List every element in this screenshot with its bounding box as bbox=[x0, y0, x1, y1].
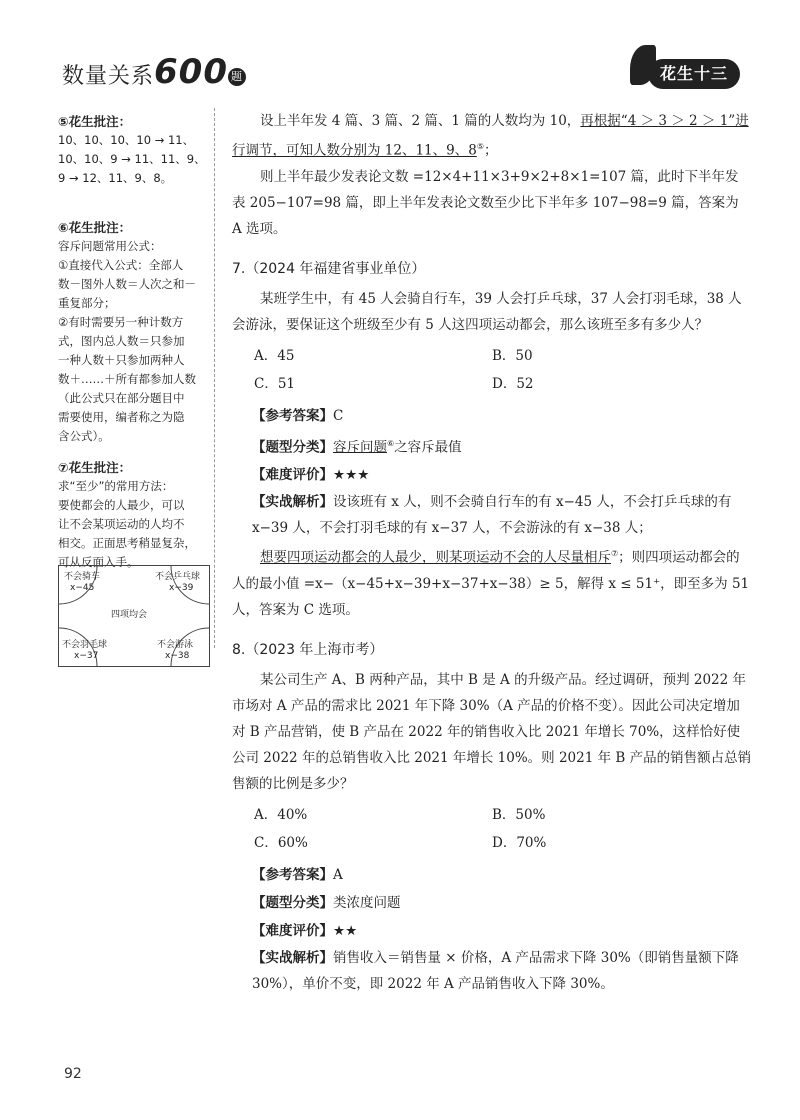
column-divider bbox=[214, 108, 215, 648]
q7-analysis-2: 想要四项运动都会的人最少，则某项运动不会的人尽量相斥⑦；则四项运动都会的人的最小值 =x−（x−45+x−39+x−37+x−38）≥ 5，解得 x ≤ 51⁺，即至多为 51 人，答案为 C 选项。 bbox=[232, 549, 750, 618]
note-6-line: 重复部分； bbox=[58, 296, 116, 310]
q7-analysis-1: 【实战解析】设该班有 x 人，则不会骑自行车的有 x−45 人，不会打乒乓球的有 x−39 人，不会打羽毛球的有 x−37 人，不会游泳的有 x−38 人； bbox=[252, 494, 732, 536]
q7-heading: 7.（2024 年福建省事业单位） bbox=[232, 260, 426, 277]
q6-paragraph-1: 设上半年发 4 篇、3 篇、2 篇、1 篇的人数均为 10，再根据“4 ＞ 3 ＞ 2 ＞ 1”进行调节，可知人数分别为 12、11、9、8⑤； bbox=[232, 113, 749, 159]
book-title-text: 数量关系 bbox=[62, 64, 155, 89]
note-7-line: 相交。正面思考稍显复杂， bbox=[58, 536, 196, 550]
brand-name: 花生十三 bbox=[648, 59, 740, 89]
main-content bbox=[232, 108, 752, 997]
book-title-suffix: 题 bbox=[228, 68, 246, 86]
note-7-line: 求“至少”的常用方法： bbox=[58, 479, 174, 493]
q7-difficulty: 【难度评价】★★★ bbox=[252, 467, 370, 483]
q7-answer: 【参考答案】C bbox=[252, 407, 344, 424]
q7-option-c: C．51 bbox=[254, 375, 296, 392]
note-7 bbox=[58, 458, 208, 572]
note-6-line: 式，图内总人数＝只参加 bbox=[58, 334, 185, 348]
book-title bbox=[62, 52, 246, 92]
note-6-line: 一种人数＋只参加两种人 bbox=[58, 353, 185, 367]
note-6-line: 含公式）。 bbox=[58, 429, 110, 443]
q8-option-c: C．60% bbox=[254, 834, 308, 851]
note-7-title: ⑦花生批注： bbox=[58, 460, 132, 475]
diagram-label-tl: 不会骑车 x−45 bbox=[64, 572, 101, 593]
set-diagram bbox=[58, 565, 210, 667]
brand-logo bbox=[630, 45, 740, 91]
q7-option-a: A．45 bbox=[254, 347, 295, 364]
book-title-number: 600 bbox=[154, 52, 228, 92]
note-5-title: ⑤花生批注： bbox=[58, 114, 132, 129]
note-6-line: （此公式只在部分题目中 bbox=[58, 391, 185, 405]
q7-stem: 某班学生中，有 45 人会骑自行车，39 人会打乒乓球，37 人会打羽毛球，38 人会游泳，要保证这个班级至少有 5 人这四项运动都会，那么该班至多有多少人？ bbox=[232, 290, 742, 333]
q8-difficulty: 【难度评价】★★ bbox=[252, 922, 358, 939]
note-6-line: 容斥问题常用公式： bbox=[58, 239, 162, 253]
diagram-label-bl: 不会羽毛球 x−37 bbox=[62, 640, 108, 661]
diagram-label-tr: 不会乒乓球 x−39 bbox=[155, 572, 201, 593]
note-6-line: ①直接代入公式：全部人 bbox=[58, 258, 184, 272]
q7-type: 【题型分类】容斥问题⑥之容斥最值 bbox=[252, 438, 462, 455]
q7-options bbox=[232, 342, 752, 398]
note-6-line: ②有时需要另一种计数方 bbox=[58, 315, 184, 329]
q7-option-b: B．50 bbox=[492, 347, 533, 364]
q7-option-d: D．52 bbox=[492, 375, 534, 392]
q6-paragraph-2: 则上半年最少发表论文数 =12×4+11×3+9×2+8×1=107 篇，此时下半年发表 205−107=98 篇，即上半年发表论文数至少比下半年多 107−98=9 篇，答案为 A 选项。 bbox=[232, 168, 739, 237]
note-6-line: 需要使用，编者称之为隐 bbox=[58, 410, 185, 424]
note-5 bbox=[58, 112, 208, 188]
page-number: 92 bbox=[64, 1066, 82, 1082]
note-7-line: 要使都会的人最少，可以 bbox=[58, 498, 185, 512]
note-5-line: 10、10、9 → 11、11、9、 bbox=[58, 152, 206, 166]
diagram-label-center: 四项均会 bbox=[111, 610, 148, 620]
q8-option-b: B．50% bbox=[492, 806, 546, 823]
note-6 bbox=[58, 218, 208, 446]
diagram-label-br: 不会游泳 x−38 bbox=[157, 640, 194, 661]
note-6-line: 数＋……＋所有都参加人数 bbox=[58, 372, 196, 386]
note-6-title: ⑥花生批注： bbox=[58, 220, 132, 235]
note-5-line: 9 → 12、11、9、8。 bbox=[58, 171, 173, 185]
q8-answer: 【参考答案】A bbox=[252, 866, 343, 883]
q8-type: 【题型分类】类浓度问题 bbox=[252, 894, 401, 911]
note-6-line: 数－图外人数＝人次之和－ bbox=[58, 277, 196, 291]
q8-analysis: 【实战解析】销售收入＝销售量 × 价格，A 产品需求下降 30%（即销售量额下降 30%），单价不变，即 2022 年 A 产品销售收入下降 30%。 bbox=[252, 949, 739, 992]
note-7-line: 可从反面入手。 bbox=[58, 555, 139, 569]
q8-option-d: D．70% bbox=[492, 834, 547, 851]
q8-options bbox=[232, 801, 752, 857]
note-5-line: 10、10、10、10 → 11、 bbox=[58, 133, 195, 147]
q8-stem: 某公司生产 A、B 两种产品，其中 B 是 A 的升级产品。经过调研，预判 2022 年市场对 A 产品的需求比 2021 年下降 30%（A 产品的价格不变）。因此公司决定增加对 B 产品营销，使 B 产品在 2022 年的销售收入比 2021 年增长 70%，这样恰好使公司 2022 年的总销售收入比 2021 年增长 10%。则 2021 年 B 产品的销售额占总销售额的比例是多少？ bbox=[232, 671, 752, 792]
q8-option-a: A．40% bbox=[254, 806, 308, 823]
note-7-line: 让不会某项运动的人均不 bbox=[58, 517, 185, 531]
q8-heading: 8.（2023 年上海市考） bbox=[232, 641, 384, 658]
